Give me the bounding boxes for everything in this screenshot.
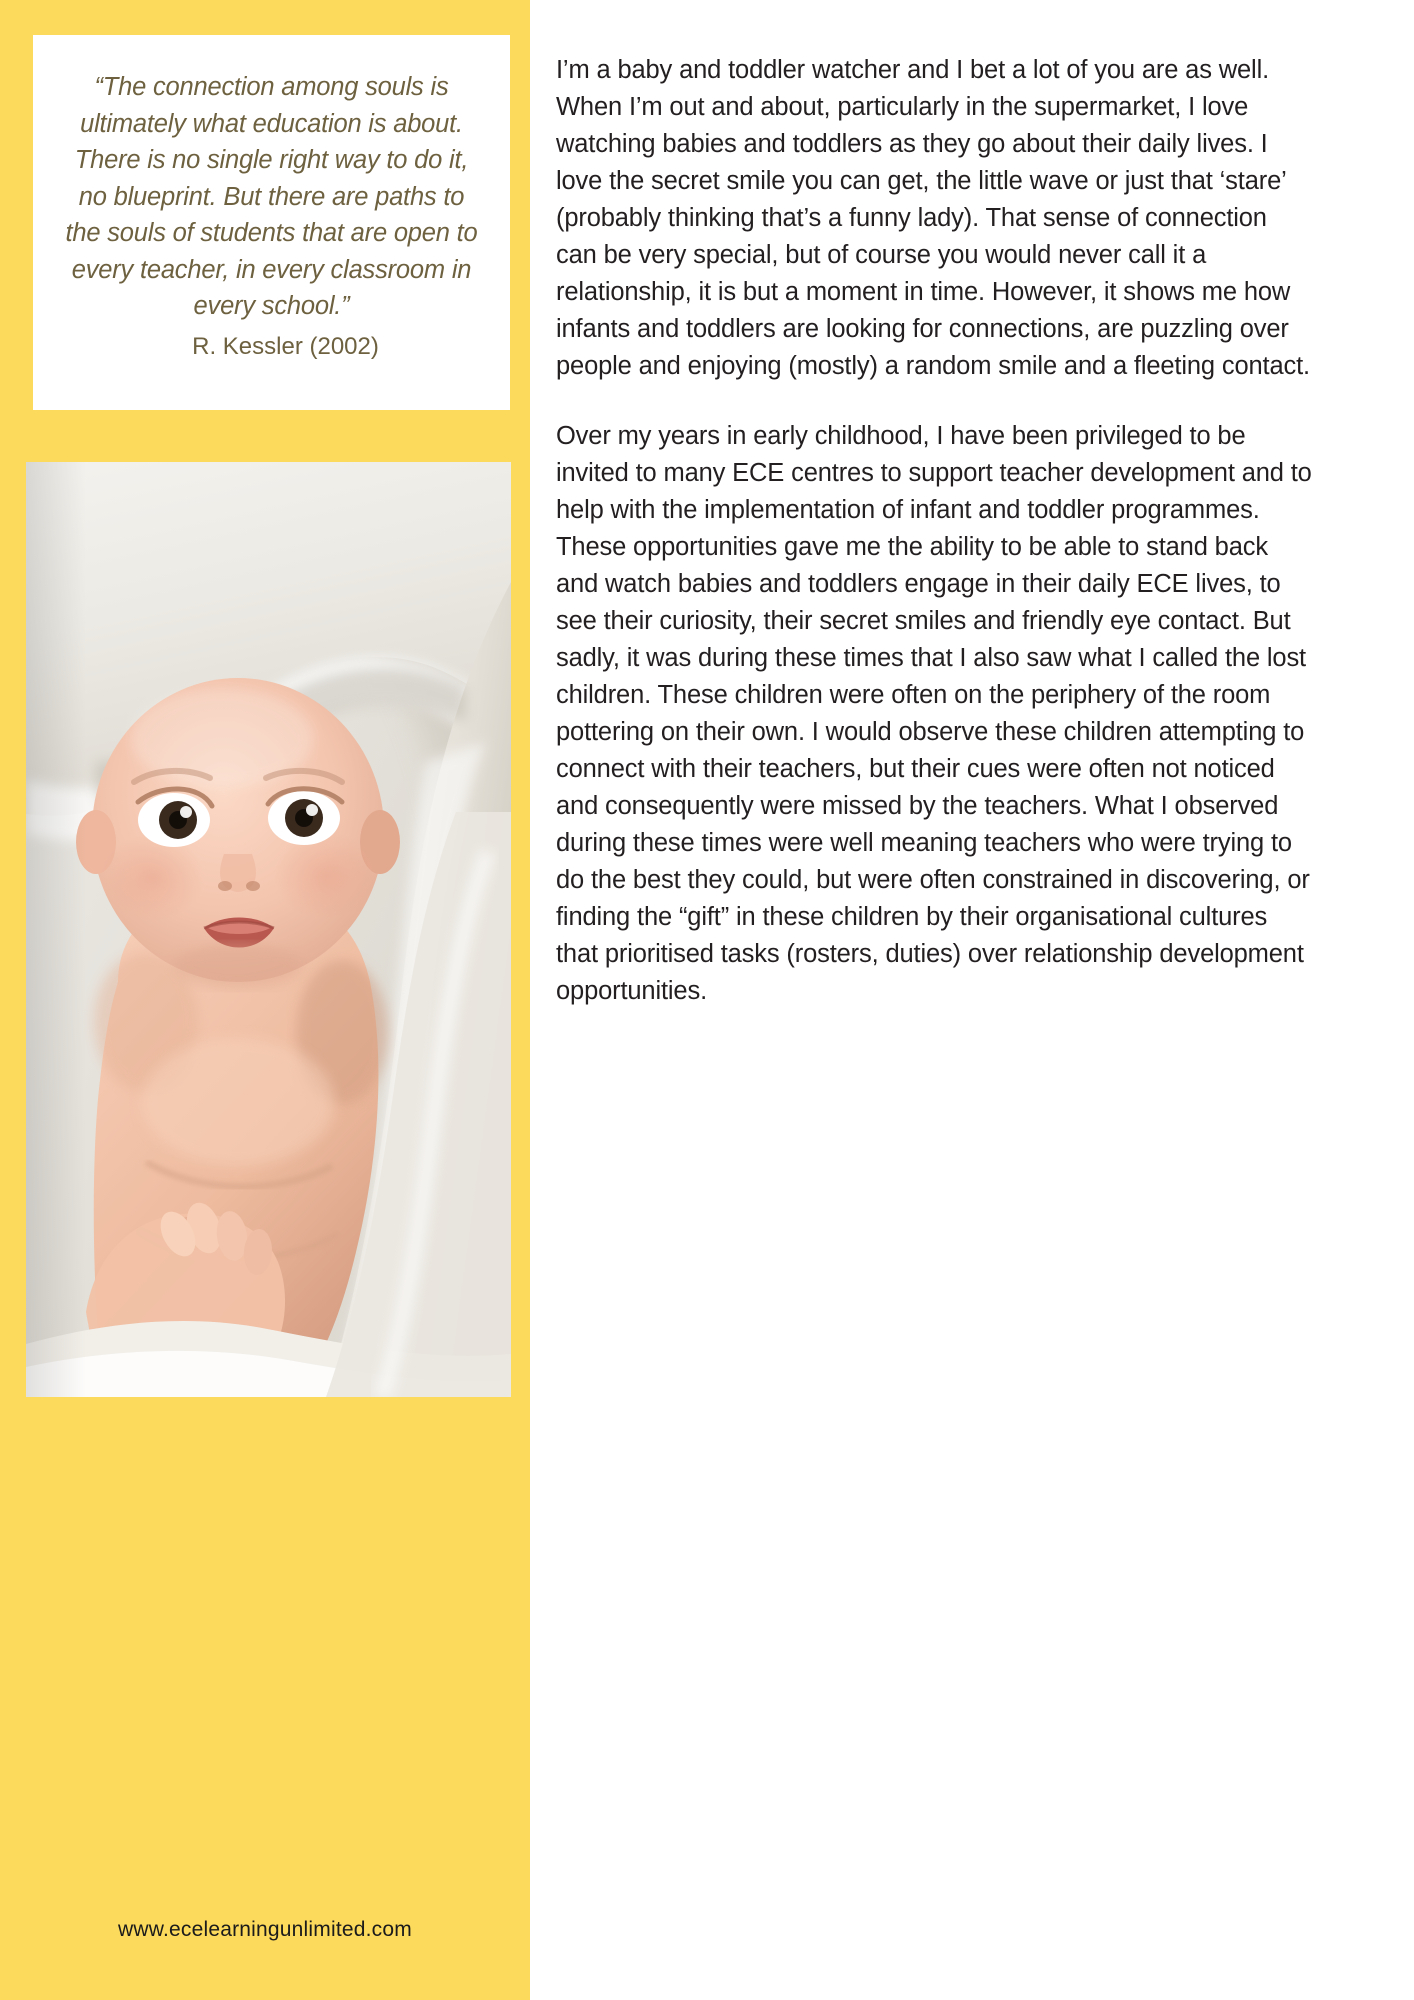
website-url[interactable]: www.ecelearningunlimited.com (118, 1918, 412, 1941)
quote-attribution: R. Kessler (2002) (192, 332, 379, 360)
article-body (556, 0, 1414, 2000)
paragraph: Over my years in early childhood, I have been privileged to be invited to many ECE centres to support teacher development and to help with the implementation of infant and toddler programmes. These opportunities gave me the ability to be able to stand back and watch babies and toddlers engage in their daily ECE lives, to see their curiosity, their secret smiles and friendly eye contact. But sadly, it was during these times that I also saw what I called the lost children. These children were often on the periphery of the room pottering on their own. I would observe these children attempting to connect with their teachers, but their cues were often not noticed and consequently were missed by the teachers. What I observed during these times were well meaning teachers who were trying to do the best they could, but were often constrained in discovering, or finding the “gift” in these children by their organisational cultures that prioritised tasks (rosters, duties) over relationship development opportunities. (556, 422, 1312, 1005)
pull-quote-text: “The connection among souls is ultimately what education is about. There is no single right way to do it, no blueprint. But there are paths to the souls of students that are open to every teacher, in every classroom in every school.” (65, 73, 478, 320)
paragraph: I’m a baby and toddler watcher and I bet a lot of you are as well. When I’m out and about, particularly in the supermarket, I love watching babies and toddlers as they go about their daily lives. I love the secret smile you can get, the little wave or just that ‘stare’ (probably thinking that’s a funny lady). That sense of connection can be very special, but of course you would never call it a relationship, it is but a moment in time. However, it shows me how infants and toddlers are looking for connections, are puzzling over people and enjoying (mostly) a random smile and a fleeting contact. (556, 56, 1310, 380)
baby-photo-illustration (26, 462, 511, 1397)
baby-photo (26, 462, 511, 1397)
quote-card (33, 35, 510, 410)
